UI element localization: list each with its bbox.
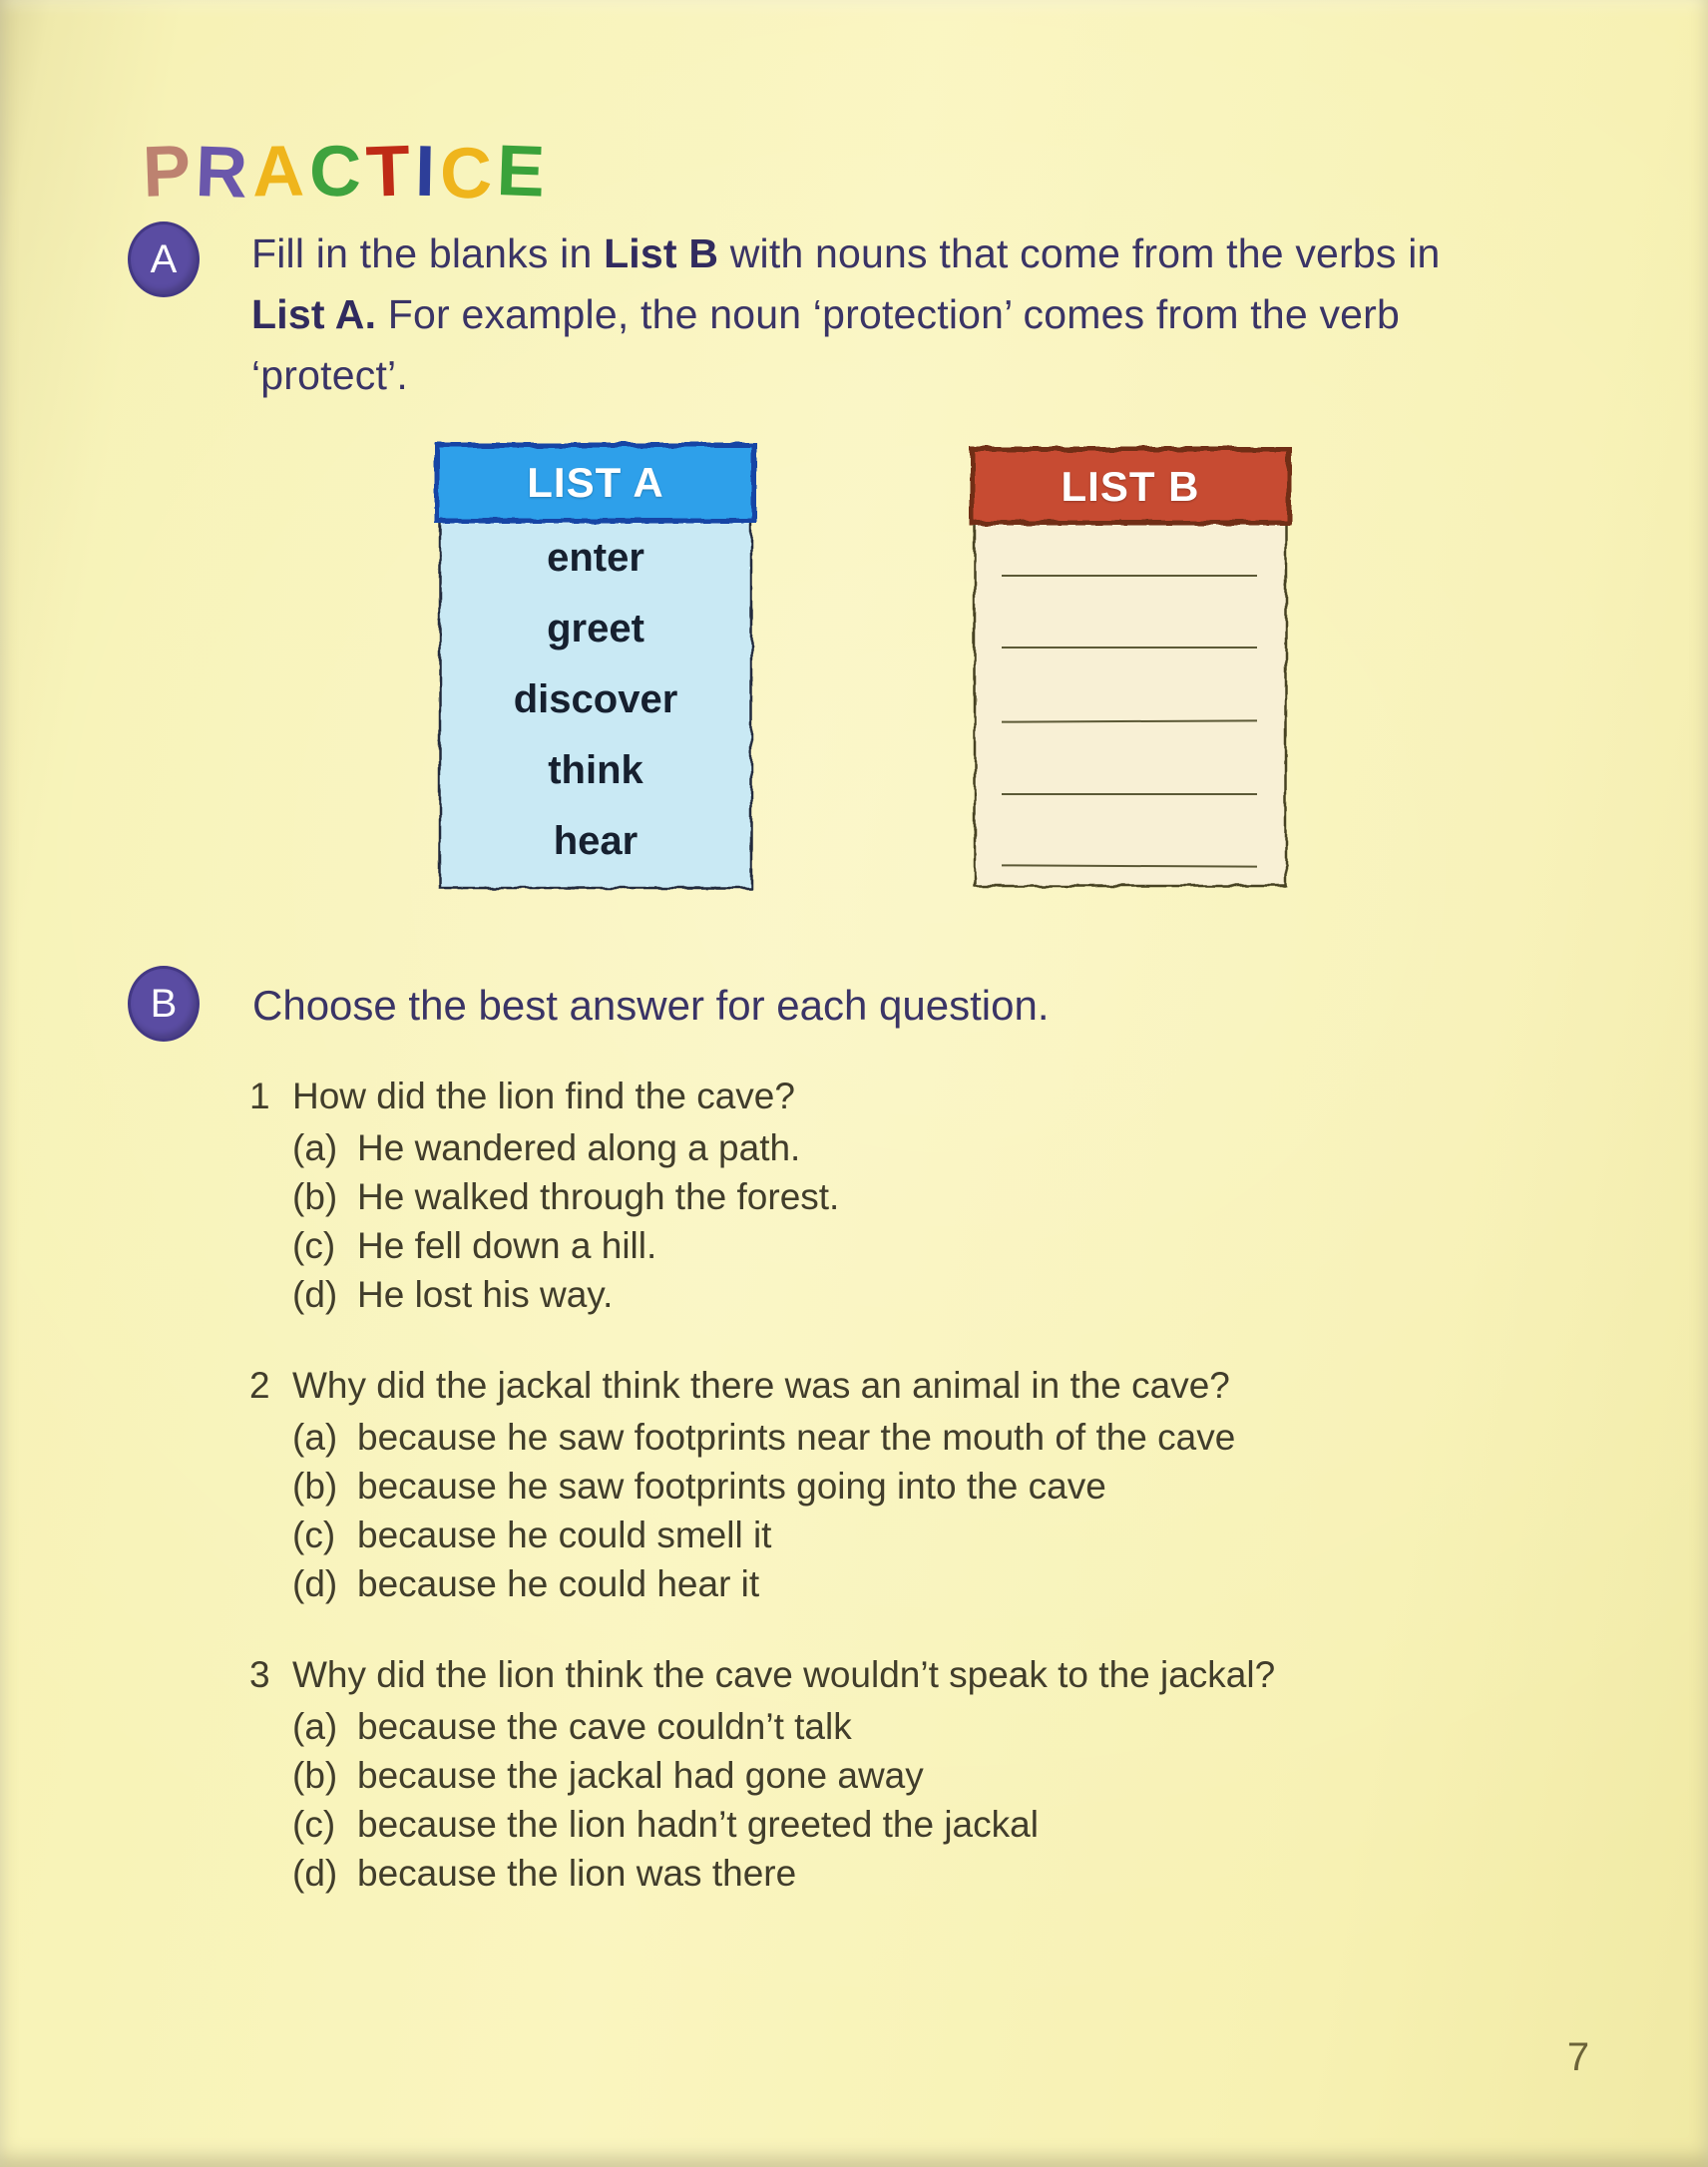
option-label: (d) [292,1853,338,1894]
instruction-line [251,284,1441,345]
option-row [292,1123,1506,1172]
option-list [292,1413,1506,1608]
option-label: (c) [292,1515,336,1555]
option-text: because he could smell it [357,1515,772,1555]
question-number: 1 [249,1076,270,1116]
section-b-badge [128,966,200,1042]
question-block [249,1648,1506,1898]
blank-line [1002,647,1257,649]
option-text: because the lion was there [357,1853,797,1894]
question-list [249,1070,1506,1938]
section-a-badge [128,221,200,297]
option-label: (d) [292,1274,338,1315]
instruction-bold-text: List A. [251,291,377,337]
title-letter: C [439,133,498,215]
list-b-header: LIST B [1061,463,1200,510]
title-letter: E [495,131,552,214]
list-a-words [431,536,760,863]
instruction-text: For example, the noun ‘protection’ comes from the verb [376,291,1401,337]
instruction-text: with nouns that come from the verbs in [718,230,1441,276]
option-row [292,1559,1506,1608]
instruction-bold-text: List B [604,230,719,276]
option-text: because the jackal had gone away [357,1755,924,1796]
instruction-line [251,345,1441,406]
list-a-word: discover [513,677,678,721]
question-text: Why did the jackal think there was an animal in the cave? [292,1365,1230,1406]
option-text: because the lion hadn’t greeted the jackal [357,1804,1039,1845]
list-a-word: hear [553,819,639,863]
option-list [292,1123,1506,1319]
option-text: because he saw footprints near the mouth of the cave [357,1417,1236,1458]
option-label: (b) [292,1466,338,1507]
title-letter: A [251,131,310,213]
practice-title [141,131,552,215]
list-a [431,439,760,896]
option-label: (a) [292,1417,338,1458]
section-b-instruction: Choose the best answer for each question. [252,982,1050,1029]
title-letter: T [364,131,417,214]
option-row [292,1221,1506,1270]
option-row [292,1702,1506,1751]
option-row [292,1462,1506,1511]
page-number: 7 [1566,2035,1590,2079]
option-label: (b) [292,1755,338,1796]
option-row [292,1800,1506,1849]
option-text: because he could hear it [357,1563,760,1604]
question-text: Why did the lion think the cave wouldn’t speak to the jackal? [292,1654,1276,1695]
option-row [292,1751,1506,1800]
list-a-word: greet [547,607,644,650]
list-b [966,443,1295,894]
option-label: (b) [292,1176,338,1217]
option-text: because the cave couldn’t talk [357,1706,852,1747]
question-block [249,1359,1506,1608]
title-letter: P [141,131,198,214]
list-a-word: think [548,748,643,792]
list-a-word: enter [547,536,644,580]
option-row [292,1849,1506,1898]
option-label: (c) [292,1804,336,1845]
option-list [292,1702,1506,1898]
blank-line [1002,793,1257,795]
option-text: He walked through the forest. [357,1176,840,1217]
title-letter: R [194,132,254,215]
option-row [292,1172,1506,1221]
instruction-text: ‘protect’. [251,352,408,398]
option-label: (a) [292,1127,338,1168]
option-text: He wandered along a path. [357,1127,801,1168]
question-number: 3 [249,1654,270,1695]
instruction-line [251,223,1441,284]
option-text: because he saw footprints going into the cave [357,1466,1106,1507]
option-label: (c) [292,1225,336,1266]
question-text: How did the lion find the cave? [292,1076,795,1116]
list-a-header: LIST A [527,459,664,506]
blank-line [1002,575,1257,577]
section-a-instruction [251,223,1441,406]
question-number: 2 [249,1365,270,1406]
option-row [292,1413,1506,1462]
instruction-text: Fill in the blanks in [251,230,605,276]
section-b-badge-label: B [150,981,178,1026]
option-row [292,1511,1506,1559]
option-text: He lost his way. [357,1274,614,1315]
blank-line [1002,719,1257,722]
title-letter: I [414,132,441,213]
blank-line [1002,864,1257,867]
title-letter: C [308,131,367,213]
question-block [249,1070,1506,1319]
option-label: (d) [292,1563,338,1604]
section-a-badge-label: A [150,236,178,281]
option-row [292,1270,1506,1319]
option-label: (a) [292,1706,338,1747]
list-b-blanks [966,443,1295,894]
option-text: He fell down a hill. [357,1225,657,1266]
